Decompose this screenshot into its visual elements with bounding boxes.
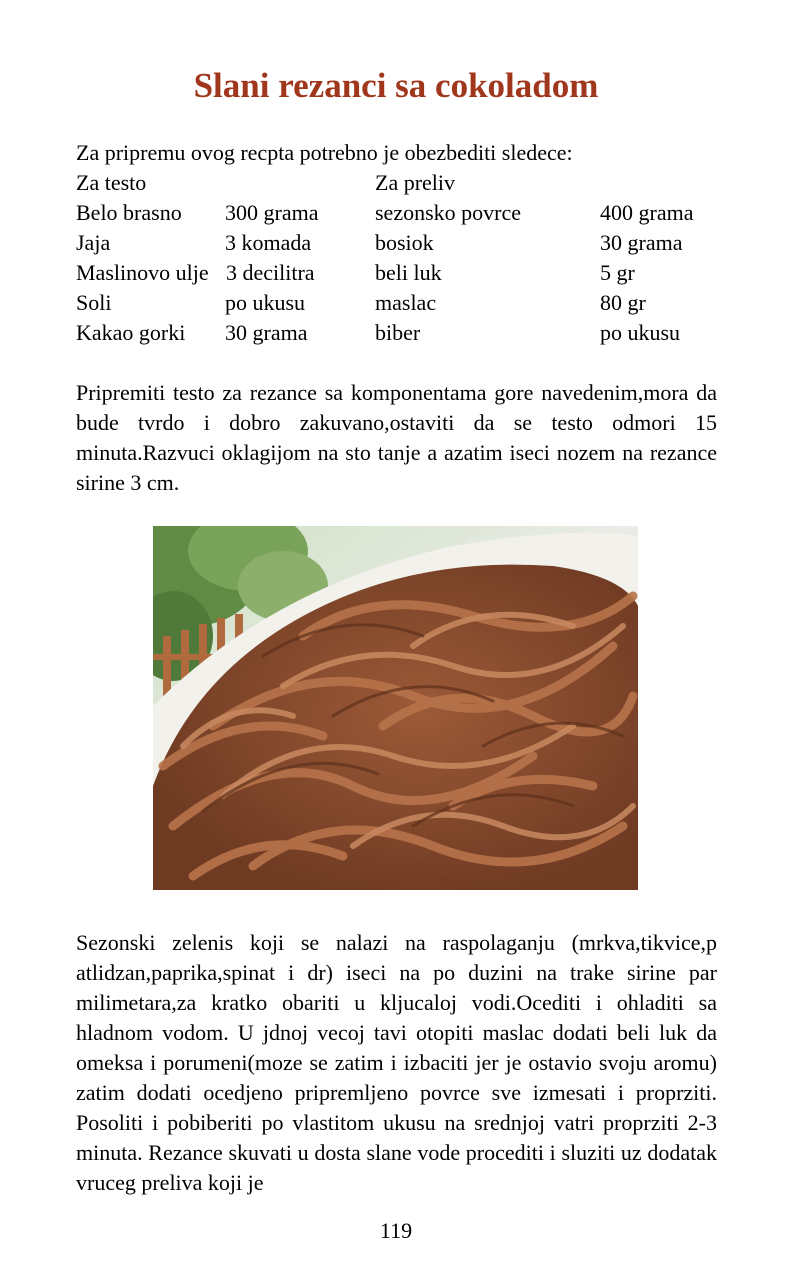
dough-quantity: 300 grama: [225, 200, 319, 225]
page-number: 119: [379, 1218, 413, 1243]
dough-ingredient: Belo brasno: [76, 200, 182, 225]
preparation-paragraph-2: Sezonski zelenis koji se nalazi na raspolaganju (mrkva,tikvice,p atlidzan,paprika,spinat i dr) iseci na po duzini na trake sirine par milimetara,za kratko obariti u kljucaloj vodi.Ocediti i ohladiti sa hladnom vodom. U jdnoj vecoj tavi otopiti maslac dodati beli luk da omeksa i porumeni(moze se zatim i izbaciti jer je ostavio svoju aromu) zatim dodati ocedjeno pripremljeno povrce sve izmesati i proprziti. Posoliti i pobiberiti po vlastitom ukusu na srednjoj vatri proprziti 2-3 minuta. Rezance skuvati u dosta slane vode procediti i sluziti uz dodatak vruceg preliva koji je: [76, 930, 717, 1195]
dough-header: Za testo: [76, 170, 147, 195]
preparation-paragraph-1: Pripremiti testo za rezance sa komponentama gore navedenim,mora da bude tvrdo i dobro zakuvano,ostaviti da se testo odmori 15 minuta.Razvuci oklagijom na sto tanje a azatim iseci nozem na rezance sirine 3 cm.: [76, 380, 717, 495]
dough-quantity: 3 komada: [225, 230, 312, 255]
sauce-quantity: 5 gr: [600, 260, 635, 285]
dough-ingredient: Soli: [76, 290, 112, 315]
sauce-quantity: 30 grama: [600, 230, 683, 255]
dough-quantity: po ukusu: [225, 290, 306, 315]
pasta-photo: [153, 526, 638, 890]
dough-ingredient: Jaja: [76, 230, 111, 255]
sauce-ingredient: bosiok: [375, 230, 434, 255]
sauce-quantity: 400 grama: [600, 200, 694, 225]
sauce-ingredient: biber: [375, 320, 421, 345]
sauce-ingredient: maslac: [375, 290, 437, 315]
dough-ingredient: Maslinovo ulje: [76, 260, 209, 285]
dough-quantity: 3 decilitra: [226, 260, 315, 285]
sauce-quantity: po ukusu: [600, 320, 681, 345]
intro-text: Za pripremu ovog recpta potrebno je obezbediti sledece:: [76, 140, 573, 165]
sauce-ingredient: beli luk: [375, 260, 442, 285]
sauce-ingredient: sezonsko povrce: [375, 200, 522, 225]
dough-ingredient: Kakao gorki: [76, 320, 186, 345]
sauce-quantity: 80 gr: [600, 290, 646, 315]
sauce-header: Za preliv: [375, 170, 456, 195]
recipe-title: Slani rezanci sa cokoladom: [193, 66, 599, 105]
dough-quantity: 30 grama: [225, 320, 308, 345]
